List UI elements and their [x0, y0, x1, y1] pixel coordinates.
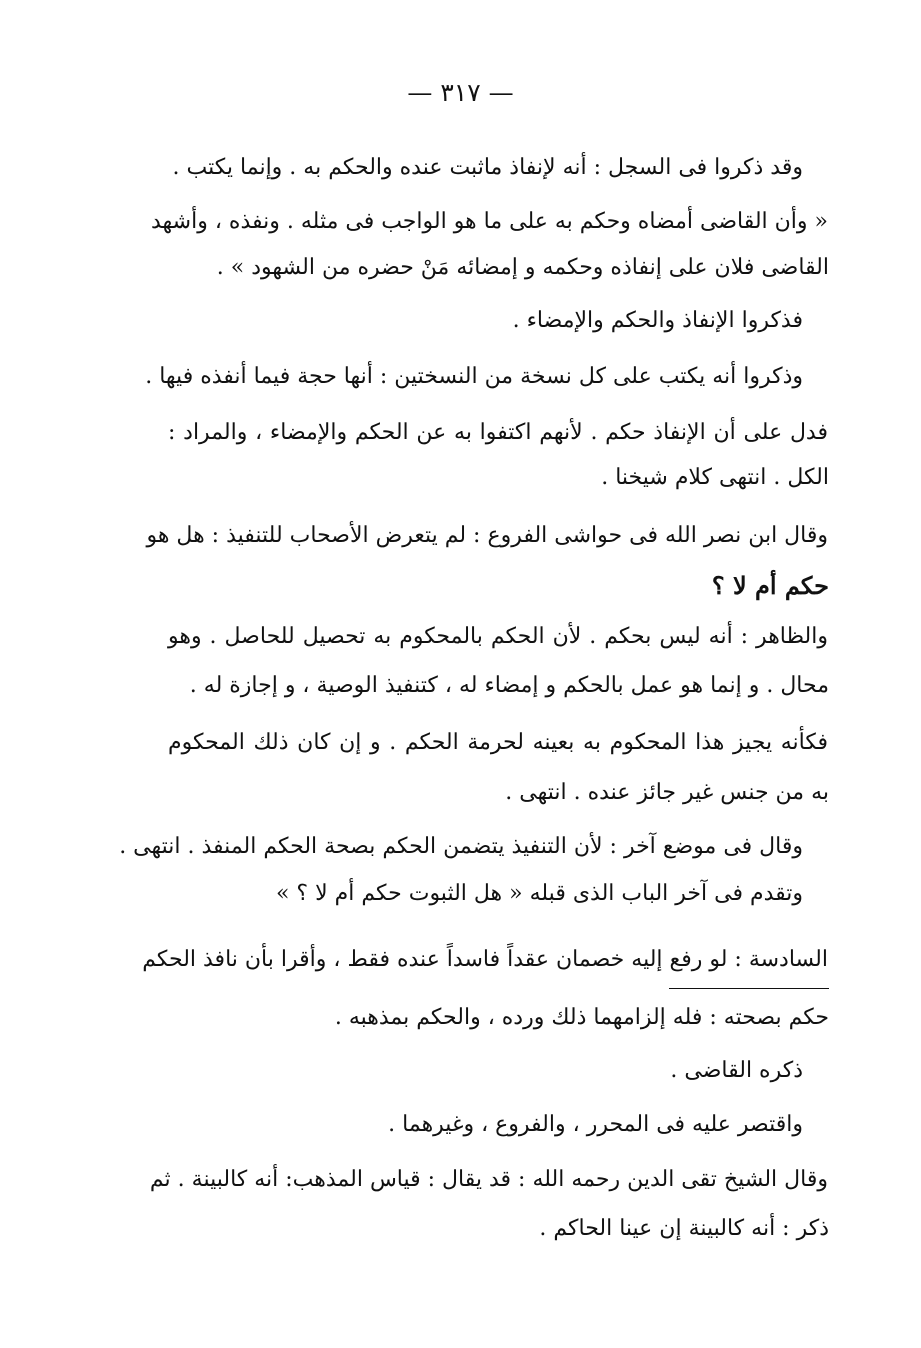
text-line-13: به من جنس غير جائز عنده . انتهى .: [505, 780, 829, 805]
text-line-9: حكم أم لا ؟: [711, 571, 829, 600]
text-line-3: القاضى فلان على إنفاذه وحكمه و إمضائه مَنْ حضره من الشهود » .: [216, 255, 829, 280]
text-line-6: فدل على أن الإنفاذ حكم . لأنهم اكتفوا به عن الحكم والإمضاء ، والمراد :: [168, 420, 828, 445]
text-line-12: فكأنه يجيز هذا المحكوم به بعينه لحرمة الحكم . و إن كان ذلك المحكوم: [168, 730, 828, 755]
heading-underline: [669, 988, 829, 989]
text-line-11: محال . و إنما هو عمل بالحكم و إمضاء له ، كتنفيذ الوصية ، و إجازة له .: [189, 673, 829, 698]
text-line-8: وقال ابن نصر الله فى حواشى الفروع : لم يتعرض الأصحاب للتنفيذ : هل هو: [146, 523, 828, 548]
text-line-7: الكل . انتهى كلام شيخنا .: [601, 465, 829, 490]
text-line-14: وقال فى موضع آخر : لأن التنفيذ يتضمن الحكم بصحة الحكم المنفذ . انتهى .: [119, 834, 803, 859]
text-line-20: وقال الشيخ تقى الدين رحمه الله : قد يقال : قياس المذهب: أنه كالبينة . ثم: [149, 1167, 828, 1192]
text-line-1: وقد ذكروا فى السجل : أنه لإنفاذ ماثبت عنده والحكم به . وإنما يكتب .: [172, 155, 803, 180]
text-line-18: ذكره القاضى .: [670, 1058, 803, 1083]
text-line-2: « وأن القاضى أمضاه وحكم به على ما هو الواجب فى مثله . ونفذه ، وأشهد: [150, 209, 828, 234]
text-line-17: حكم بصحته : فله إلزامهما ذلك ورده ، والحكم بمذهبه .: [334, 1005, 829, 1030]
page-number: — ٣١٧ —: [407, 78, 514, 107]
text-line-19: واقتصر عليه فى المحرر ، والفروع ، وغيرهما .: [388, 1112, 803, 1137]
text-line-5: وذكروا أنه يكتب على كل نسخة من النسختين : أنها حجة فيما أنفذه فيها .: [145, 364, 803, 389]
text-line-16: السادسة : لو رفع إليه خصمان عقداً فاسداً عنده فقط ، وأقرا بأن نافذ الحكم: [142, 947, 828, 972]
text-line-15: وتقدم فى آخر الباب الذى قبله « هل الثبوت حكم أم لا ؟ »: [275, 881, 803, 906]
text-line-10: والظاهر : أنه ليس بحكم . لأن الحكم بالمحكوم به تحصيل للحاصل . وهو: [168, 624, 828, 649]
text-line-4: فذكروا الإنفاذ والحكم والإمضاء .: [512, 308, 803, 333]
text-line-21: ذكر : أنه كالبينة إن عينا الحاكم .: [539, 1216, 829, 1241]
